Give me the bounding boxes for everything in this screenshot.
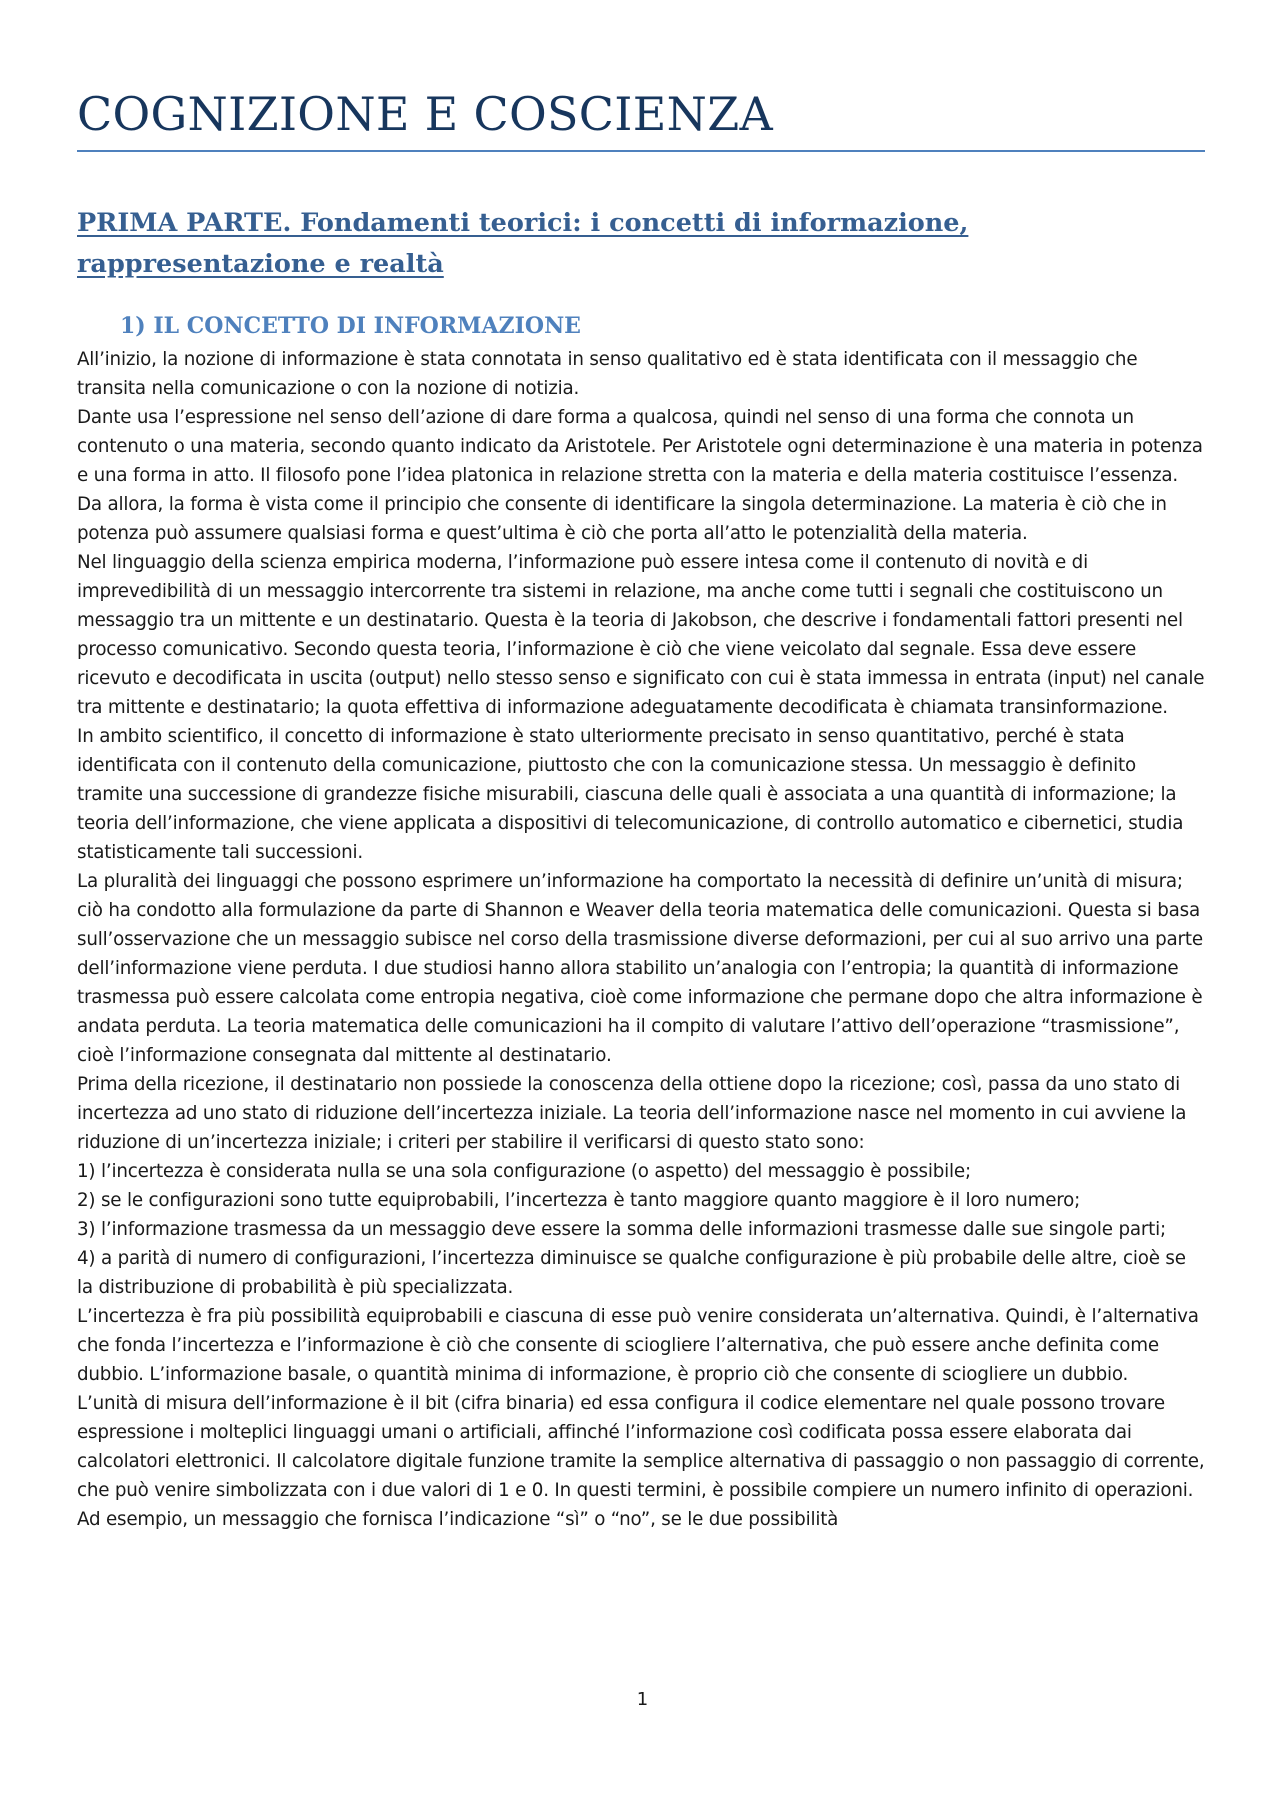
list-item: 4) a parità di numero di configurazioni, l’incertezza diminuisce se qualche configurazione è più probabile delle altre, cioè se la distribuzione di probabilità è più specializzata. <box>77 1248 1186 1298</box>
paragraph: L’incertezza è fra più possibilità equiprobabili e ciascuna di esse può venire considerata un’alternativa. Quindi, è l’alternativa che fonda l’incertezza e l’informazione è ciò che consente di sciogliere l’alternativa, che può essere anche definita come dubbio. L’informazione basale, o quantità minima di informazione, è proprio ciò che consente di sciogliere un dubbio. <box>77 1306 1199 1385</box>
paragraph: La pluralità dei linguaggi che possono esprimere un’informazione ha comportato la necessità di definire un’unità di misura; ciò ha condotto alla formulazione da parte di Shannon e Weaver della teoria matematica delle comunicazioni. Questa si basa sull’osservazione che un messaggio subisce nel corso della trasmissione diverse deformazioni, per cui al suo arrivo una parte dell’informazione viene perduta. I due studiosi hanno allora stabilito un’analogia con l’entropia; la quantità di informazione trasmessa può essere calcolata come entropia negativa, cioè come informazione che permane dopo che altra informazione è andata perduta. La teoria matematica delle comunicazioni ha il compito di valutare l’attivo dell’operazione “trasmissione”, cioè l’informazione consegnata dal mittente al destinatario. <box>77 871 1203 1066</box>
body-text <box>77 345 1207 1534</box>
section-heading: 1) IL CONCETTO DI INFORMAZIONE <box>120 313 581 339</box>
paragraph: L’unità di misura dell’informazione è il bit (cifra binaria) ed essa configura il codice elementare nel quale possono trovare espressione i molteplici linguaggi umani o artificiali, affinché l’informazione così codificata possa essere elaborata dai calcolatori elettronici. Il calcolatore digitale funzione tramite la semplice alternativa di passaggio o non passaggio di corrente, che può venire simbolizzata con i due valori di 1 e 0. In questi termini, è possibile compiere un numero infinito di operazioni. Ad esempio, un messaggio che fornisca l’indicazione “sì” o “no”, se le due possibilità <box>77 1393 1205 1530</box>
paragraph: In ambito scientifico, il concetto di informazione è stato ulteriormente precisato in senso quantitativo, perché è stata identificata con il contenuto della comunicazione, piuttosto che con la comunicazione stessa. Un messaggio è definito tramite una successione di grandezze fisiche misurabili, ciascuna delle quali è associata a una quantità di informazione; la teoria dell’informazione, che viene applicata a dispositivi di telecomunicazione, di controllo automatico e cibernetici, studia statisticamente tali successioni. <box>77 726 1184 863</box>
document-title: COGNIZIONE E COSCIENZA <box>77 87 773 141</box>
paragraph: Nel linguaggio della scienza empirica moderna, l’informazione può essere intesa come il contenuto di novità e di imprevedibilità di un messaggio intercorrente tra sistemi in relazione, ma anche come tutti i segnali che costituiscono un messaggio tra un mittente e un destinatario. Questa è la teoria di Jakobson, che descrive i fondamentali fattori presenti nel processo comunicativo. Secondo questa teoria, l’informazione è ciò che viene veicolato dal segnale. Essa deve essere ricevuto e decodificata in uscita (output) nello stesso senso e significato con cui è stata immessa in entrata (input) nel canale tra mittente e destinatario; la quota effettiva di informazione adeguatamente decodificata è chiamata transinformazione. <box>77 552 1205 718</box>
list-item: 2) se le configurazioni sono tutte equiprobabili, l’incertezza è tanto maggiore quanto maggiore è il loro numero; <box>77 1190 1081 1211</box>
page-number: 1 <box>636 1689 649 1710</box>
title-underline-rule <box>77 150 1205 152</box>
part-heading: PRIMA PARTE. Fondamenti teorici: i concetti di informazione, rappresentazione e realtà <box>77 208 969 279</box>
paragraph: All’inizio, la nozione di informazione è stata connotata in senso qualitativo ed è stata identificata con il messaggio che transita nella comunicazione o con la nozione di notizia. <box>77 349 1138 399</box>
list-item: 3) l’informazione trasmessa da un messaggio deve essere la somma delle informazioni trasmesse dalle sue singole parti; <box>77 1219 1166 1240</box>
list-item: 1) l’incertezza è considerata nulla se una sola configurazione (o aspetto) del messaggio è possibile; <box>77 1161 971 1182</box>
paragraph: Dante usa l’espressione nel senso dell’azione di dare forma a qualcosa, quindi nel senso di una forma che connota un contenuto o una materia, secondo quanto indicato da Aristotele. Per Aristotele ogni determinazione è una materia in potenza e una forma in atto. Il filosofo pone l’idea platonica in relazione stretta con la materia e della materia costituisce l’essenza. Da allora, la forma è vista come il principio che consente di identificare la singola determinazione. La materia è ciò che in potenza può assumere qualsiasi forma e quest’ultima è ciò che porta all’atto le potenzialità della materia. <box>77 407 1203 544</box>
paragraph: Prima della ricezione, il destinatario non possiede la conoscenza della ottiene dopo la ricezione; così, passa da uno stato di incertezza ad uno stato di riduzione dell’incertezza iniziale. La teoria dell’informazione nasce nel momento in cui avviene la riduzione di un’incertezza iniziale; i criteri per stabilire il verificarsi di questo stato sono: <box>77 1074 1187 1153</box>
